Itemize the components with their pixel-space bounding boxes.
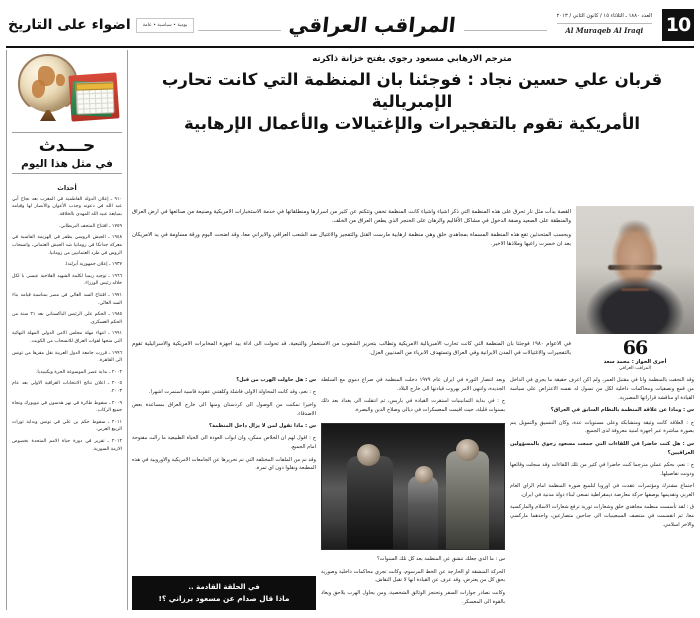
- issue-date-line: العدد ١٨٨٠ ـ الثلاثاء ١٥ / كانون الثاني / ٢٠١٣: [556, 13, 652, 20]
- portrait-photo: [576, 206, 694, 334]
- masthead-rule-right: [464, 30, 547, 31]
- paragraph: وكانت تصادر جوازات السفر وتحتجز الوثائق الشخصية، ومن يحاول الهرب يلاحق ويعاد بالقوة الى المعسكر.: [321, 589, 505, 605]
- globe-stand: [40, 110, 56, 121]
- masthead: [0, 0, 700, 46]
- portrait-photo-image: [576, 206, 694, 334]
- question-paragraph: س : هل حاولت الهرب من قبل؟: [236, 377, 316, 384]
- quote-side-paragraph: في الاعوام ١٩٨٠ فوجئنا بان المنظمة التي كانت تحارب الامبريالية الامريكية وتطالب بتحرير الشعوب من الاستعمار والتبعية، قد تحولت الى اداة بيد اجهزة المخابرات الامريكية والاسرائيلية تقوم بالتفجيرات والاغتيالات في المدن الايرانية وفي العراق وتستهدف الابرياء من المدنيين العزل.: [132, 341, 572, 357]
- calendar-header-band: [76, 82, 114, 90]
- portrait-brow-detail: [608, 265, 662, 270]
- paper-name-latin: Al Muraqeb Al Iraqi: [557, 23, 652, 37]
- quote-mark-block: [576, 338, 694, 371]
- event-item: ١٩٩٦ ـ قررت جامعة الدول العربية نقل مقرها من تونس الى القاهرة.: [12, 350, 122, 364]
- article-column-right: [510, 376, 694, 610]
- next-episode-teaser: [132, 576, 316, 610]
- paragraph: ق : لقد تأسست منظمة مجاهدي خلق وشعارات ثورية ترفع شعارات الاسلام والماركسية معا، ثم انقسمت في منتصف السبعينيات الى جناحين متصارعين، واحدهما ماركسي والاخر اسلامي.: [510, 504, 694, 529]
- sidebar-title-main: حـــدث: [38, 136, 96, 156]
- quote-mark-icon: 66: [622, 337, 648, 359]
- teaser-line-1: في الحلقة القادمة ..: [188, 583, 260, 591]
- page-body: [0, 46, 700, 616]
- event-item: ١٩٨٥ ـ الحكم على الرئيس الباكستاني بعد ٢١ سنة من الحكم العسكري.: [12, 312, 122, 325]
- historic-photo-figure-suit: [347, 456, 393, 549]
- paragraph: ج : في بداية الثمانينيات استقرت القيادة في باريس، ثم انتقلت الى بغداد بعد ذلك بسنوات قليلة، حيث اقيمت المعسكرات في ديالى وصلاح الدين والبصرة.: [321, 398, 505, 414]
- paragraph: اجتماع مشترك ومؤتمرات عقدت في اوروبا لتلميع صورة المنظمة امام الراي العام الغربي وتقديمها بوصفها حركة معارضة ديمقراطية تسعى لبناء دولة مدنية في ايران.: [510, 483, 694, 499]
- event-item: ١٩٦٦ ـ توجيه ريمبا لكلمة الشهيد الفلاحية عيسى با لكل خلاله رئيس الوزراء.: [12, 273, 122, 287]
- sidebar-title-sub: في مثل هذا اليوم: [21, 157, 113, 170]
- teaser-line-2: ماذا قال صدام عن مسعود برزاني ؟!: [158, 594, 290, 603]
- question-paragraph: س : وماذا عن علاقة المنظمة بالنظام السابق في العراق؟: [550, 407, 694, 414]
- lede-zone: [132, 206, 694, 334]
- event-item: ٢٠٠٢ ـ بداية عصر الموسوعة الحرة ويكيبيديا.: [35, 369, 122, 375]
- sidebar-subheading: أحداث: [57, 183, 77, 192]
- portrait-mouth-detail: [621, 288, 649, 291]
- headline-line-1: قربان علي حسين نجاد : فوجئنا بان المنظمة التي كانت تحارب الإمبريالية: [161, 70, 663, 111]
- article-column-left-text: [132, 376, 316, 572]
- paragraph: ج : نعم، بحكم عملي مترجما كنت حاضرا في كثير من تلك اللقاءات وقد سجلت وقائعها ودونت تفاصيلها.: [510, 461, 694, 477]
- article-column-middle: [321, 376, 505, 610]
- paper-tags: يومية • سياسية • عامة: [136, 18, 195, 33]
- byline-zone: [132, 338, 694, 371]
- section-title: اضواء على التاريخ: [8, 17, 131, 33]
- event-item: ٢٠١٢ ـ تقرير في دورة حياة الامم المتحدة بخصوص الازمة السورية.: [12, 439, 122, 452]
- question-paragraph: س : ماذا تقول لمن لا يزال داخل المنظمة؟: [209, 423, 316, 430]
- masthead-rule-left: [198, 30, 281, 31]
- paragraph: ج : اقول لهم ان الخلاص ممكن، وان ابواب العودة الى الحياة الطبيعية ما زالت مفتوحة امام الجميع.: [132, 435, 316, 451]
- event-item: ١٩٣٧ ـ إعلان جمهورية أيرلندا.: [64, 262, 122, 268]
- historic-photo-head-2: [415, 466, 433, 484]
- sidebar-rule-mid: [12, 173, 122, 174]
- main-article-column: [132, 50, 694, 610]
- event-item: ٩١٠ ـ إعلان الدولة الفاطمية في المغرب بعد نجاح أبي عبد الله في دعوته وجذب الأعوان والأنصار لها وقيامه بمبايعة عبيد الله المهدي بالخلافة.: [12, 196, 122, 218]
- article-column-left: [132, 376, 316, 610]
- lede-text: [132, 206, 571, 334]
- page-number-badge: 10: [662, 9, 694, 41]
- paragraph: ج : العلاقة كانت وثيقة ومتشابكة وعلى مستويات عدة، وكان التنسيق والتمويل يتم بصورة مباشرة عبر اجهزة امنية معروفة لدى الجميع.: [510, 419, 694, 435]
- article-byline-role: المراقب العراقي: [618, 366, 652, 372]
- paragraph: الحركة المنشقة او الخارجة عن الخط المرسوم، وكانت تجري محاكمات داخلية وصورية بحق كل من يعترض، وقد عرف عن القيادة انها لا تقبل النقاش.: [321, 568, 505, 584]
- article-column-middle-bottom: [321, 555, 505, 610]
- lede-paragraph: وبحسب المتحدثين تقع هذه المنظمة المسماة بمجاهدي خلق وهي منظمة ارهابية مارست القتل والتفجير والاغتيال ضد الشعب العراقي والايراني معا، وقد اضحت اليوم ورقة مساومة في يد الامريكان بعد ان خسرت راعيها وملاذها الاخير.: [132, 231, 571, 247]
- article-byline: أجرى الحوار : محمد سعد: [603, 359, 667, 366]
- paper-name-arabic: المراقب العراقي: [287, 13, 458, 37]
- article-headline: [134, 69, 690, 134]
- sidebar-on-this-day: [6, 50, 128, 610]
- lede-paragraph: القصة بدأت مثل نار تحرق على هذه المنظمة التي ذكر اشياء واشياء كانت المنظمة تخفي وتتكتم عن كثير من اسرارها ومنطلقاتها في خدمة الاستخبارات الامريكية وصنيعة من صنائعها في ارض العراق والمنطقة على الصعيد وصفة الدخول في مشاكل الأقاليم والرهان على الخنجر الذي يطعن العراق من الخلف.: [132, 209, 571, 225]
- headline-text-block: [132, 50, 694, 200]
- paragraph: س : ما الذي جعلك تنشق عن المنظمة بعد كل تلك السنوات؟: [376, 556, 505, 563]
- article-column-middle-top: [321, 376, 505, 418]
- paragraph: واخيرا تمكنت من الوصول الى كردستان ومنها الى خارج العراق بمساعدة بعض الاصدقاء.: [132, 401, 316, 417]
- historic-photo-figure-military: [446, 451, 490, 549]
- paragraph: وقد التحقت بالمنظمة وانا في مقتبل العمر، ولم اكن اعرف حقيقة ما يجري في الداخل من قمع وتصفيات ومحاكمات داخلية لكل من تسول له نفسه الاعتراض على سياسة القيادة او مناقشة قراراتها المصيرية.: [510, 377, 694, 401]
- sidebar-events-list: [12, 196, 122, 610]
- event-item: ٢٠٠٩ ـ سقوط طائرة في نهر هدسون في نيويورك ونجاة جميع الركاب.: [12, 400, 122, 414]
- event-item: ١٩٩١ ـ انتهاء مهلة مجلس الامن الدولي المهلة النهائية التي منحها لقوات العراق للانسحاب من الكويت.: [12, 331, 122, 344]
- headline-zone: [132, 50, 694, 200]
- quote-side-text: [132, 338, 571, 363]
- event-item: ١٩٤٨ ـ الجيش الروسي يظفر في الهزيمة الفاسية في معركة جدانكا في رومانيا ضد الجيش العثماني، وانسحاب الروس في طرد العثمانيين من رومانيا.: [12, 235, 122, 256]
- globe-books-calendar-icon: [12, 50, 122, 126]
- article-columns: [132, 376, 694, 610]
- sidebar-rule-top: [12, 132, 122, 133]
- paragraph: وقد تم من الملفات المختلفة التي تم تحريرها عن الجامعات الامريكية والاوروبية في هذه المطبعة ونقلوا دون اي ثمرة.: [132, 456, 316, 472]
- event-item: ٢٠١١ ـ سقوط حكم بن علي في تونس وبداية ثورات الربيع العربي.: [12, 419, 122, 433]
- headline-line-2: الأمريكية تقوم بالتفجيرات والإغتيالات والأعمال الإرهابية: [184, 113, 640, 133]
- event-item: ١٧٥٩ ـ افتتاح المتحف البريطاني.: [59, 223, 122, 229]
- historic-photo: [321, 423, 505, 551]
- question-paragraph: س : هل كنت حاضرا في اللقاءات التي جمعت مسعود رجوي بالمسؤولين العراقيين؟: [510, 440, 694, 456]
- event-item: ١٩٧١ ـ افتتاح السد العالي في مصر بمناسبة قيامه بناء السد العالي.: [12, 292, 122, 306]
- issue-info: [551, 13, 658, 36]
- article-overline: مترجم الارهابي مسعود رجوي يفتح خزانة ذاكرته: [312, 54, 512, 64]
- historic-photo-figure-center: [408, 476, 439, 549]
- paragraph: ج : نعم، وقد كانت المحاولة الاولى فاشلة وكلفتني عقوبة قاسية استمرت اشهرا.: [148, 389, 316, 396]
- event-item: ٢٠٠٥ ـ اعلان نتائج الانتخابات العراقية الاولى بعد عام ٢٠٠٣.: [12, 381, 122, 395]
- paragraph: وبعد انتصار الثورة في ايران عام ١٩٧٩ دخلت المنظمة في صراع دموي مع السلطة الجديدة، وانتهى الامر بهروب قيادتها الى خارج البلاد.: [321, 377, 505, 392]
